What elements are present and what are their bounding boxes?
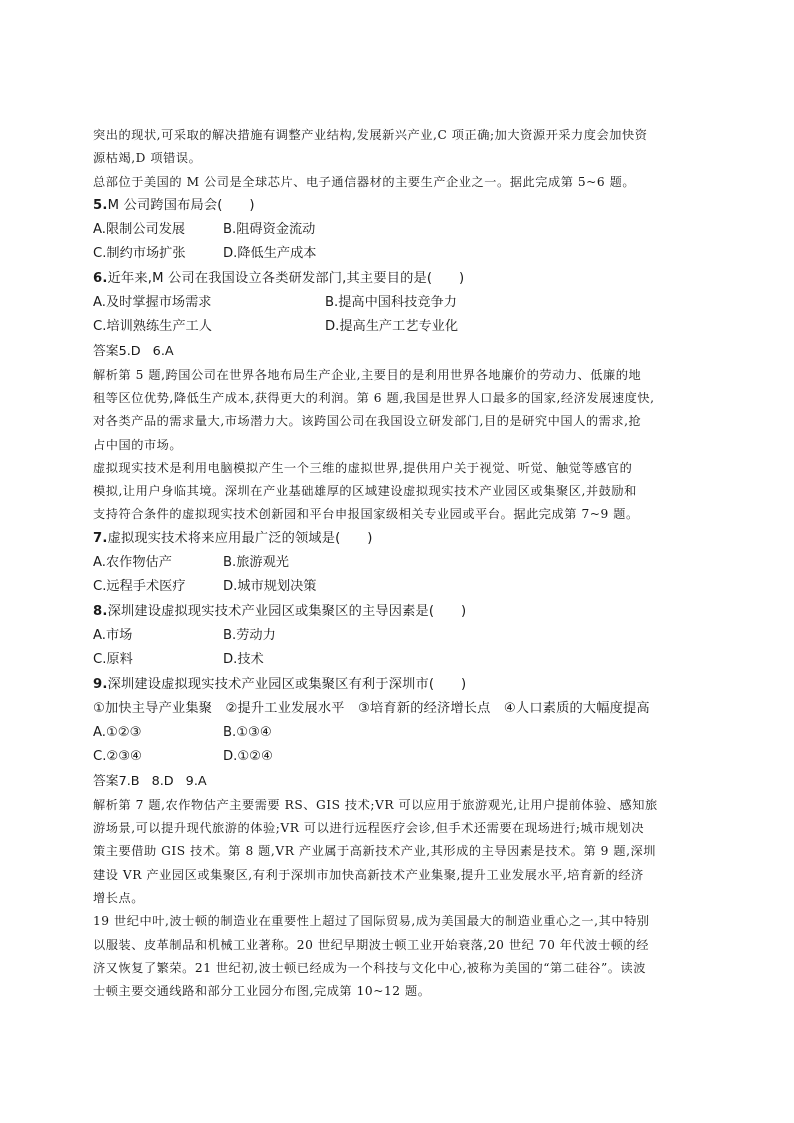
option-a[interactable]: A.及时掌握市场需求	[93, 295, 212, 311]
answer-5-6	[93, 340, 705, 364]
material-line: 19 世纪中叶,波士顿的制造业在重要性上超过了国际贸易,成为美国最大的制造业重心之一,其中特别	[93, 914, 650, 929]
option-d[interactable]: D.技术	[223, 652, 264, 668]
question-stem: 深圳建设虚拟现实技术产业园区或集聚区有利于深圳市( )	[107, 676, 467, 692]
option-b[interactable]: B.提高中国科技竞争力	[325, 295, 457, 311]
option-d[interactable]: D.提高生产工艺专业化	[325, 319, 459, 335]
answer-7-9	[93, 770, 705, 794]
options-row	[93, 624, 705, 648]
question-number: 8.	[93, 603, 108, 619]
options-row	[93, 648, 705, 672]
intro-tail-line: 源枯竭,D 项错误。	[93, 151, 202, 166]
material-q5-6: 总部位于美国的 M 公司是全球芯片、电子通信器材的主要生产企业之一。据此完成第 5~6 题。	[93, 174, 636, 189]
material-line: 济又恢复了繁荣。21 世纪初,波士顿已经成为一个科技与文化中心,被称为美国的“第二硅谷”。读波	[93, 960, 646, 975]
material-line: 支持符合条件的虚拟现实技术创新园和平台申报国家级相关专业园或平台。据此完成第 7~9 题。	[93, 507, 639, 522]
option-a[interactable]: A.市场	[93, 627, 133, 643]
analysis-line: 增长点。	[93, 890, 144, 905]
analysis-line: 解析第 7 题,农作物估产主要需要 RS、GIS 技术;VR 可以应用于旅游观光,让用户提前体验、感知旅	[93, 797, 658, 812]
answer-8: 8.D	[151, 773, 174, 789]
material-line: 以服装、皮革制品和机械工业著称。20 世纪早期波士顿工业开始衰落,20 世纪 70 年代波士顿的经	[93, 937, 649, 952]
question-8	[93, 600, 705, 624]
question-5	[93, 194, 705, 218]
analysis-line: 对各类产品的需求量大,市场潜力大。该跨国公司在我国设立研发部门,目的是研究中国人的需求,抢	[93, 414, 642, 429]
question-number: 6.	[93, 270, 108, 286]
material-line: 虚拟现实技术是利用电脑模拟产生一个三维的虚拟世界,提供用户关于视觉、听觉、触觉等感官的	[93, 460, 633, 475]
options-row	[93, 575, 705, 599]
analysis-line: 策主要借助 GIS 技术。第 8 题,VR 产业属于高新技术产业,其形成的主导因素是技术。第 9 题,深圳	[93, 844, 657, 859]
question-6	[93, 267, 705, 291]
question-stem: 深圳建设虚拟现实技术产业园区或集聚区的主导因素是( )	[107, 603, 467, 619]
options-row	[93, 242, 705, 266]
material-line: 士顿主要交通线路和部分工业园分布图,完成第 10~12 题。	[93, 984, 431, 999]
question-9	[93, 673, 705, 697]
option-c[interactable]: C.原料	[93, 652, 133, 668]
answer-6: 6.A	[152, 343, 174, 359]
options-row	[93, 745, 705, 769]
option-b[interactable]: B.阻碍资金流动	[223, 222, 316, 238]
answer-label: 答案	[93, 343, 119, 359]
analysis-line: 建设 VR 产业园区或集聚区,有利于深圳市加快高新技术产业集聚,提升工业发展水平,培育新的经济	[93, 867, 644, 882]
material-line: 模拟,让用户身临其境。深圳在产业基础雄厚的区域建设虚拟现实技术产业园区或集聚区,并鼓励和	[93, 484, 637, 499]
intro-tail-line: 突出的现状,可采取的解决措施有调整产业结构,发展新兴产业,C 项正确;加大资源开采力度会加快资	[93, 128, 648, 142]
answer-9: 9.A	[185, 773, 207, 789]
option-a[interactable]: A.农作物估产	[93, 555, 172, 571]
analysis-line: 游场景,可以提升现代旅游的体验;VR 可以进行远程医疗会诊,但手术还需要在现场进行;城市规划决	[93, 821, 645, 836]
analysis-line: 占中国的市场。	[93, 437, 183, 452]
options-row	[93, 291, 705, 315]
option-b[interactable]: B.旅游观光	[223, 555, 289, 571]
option-d[interactable]: D.①②④	[223, 749, 273, 765]
question-stem: 近年来,M 公司在我国设立各类研发部门,其主要目的是( )	[107, 270, 465, 286]
options-row	[93, 218, 705, 242]
option-c[interactable]: C.制约市场扩张	[93, 246, 186, 262]
question-7	[93, 527, 705, 551]
question-stem: M 公司跨国布局会( )	[107, 197, 255, 213]
option-c[interactable]: C.远程手术医疗	[93, 579, 186, 595]
option-d[interactable]: D.城市规划决策	[223, 579, 317, 595]
option-a[interactable]: A.限制公司发展	[93, 222, 186, 238]
analysis-line: 解析第 5 题,跨国公司在世界各地布局生产企业,主要目的是利用世界各地廉价的劳动力、低廉的地	[93, 367, 642, 382]
document-page	[93, 124, 705, 1003]
answer-5: 5.D	[118, 343, 141, 359]
answer-label: 答案	[93, 773, 119, 789]
option-c[interactable]: C.②③④	[93, 749, 142, 765]
question-number: 5.	[93, 197, 108, 213]
option-d[interactable]: D.降低生产成本	[223, 246, 317, 262]
option-a[interactable]: A.①②③	[93, 725, 142, 741]
options-row	[93, 551, 705, 575]
option-b[interactable]: B.①③④	[223, 725, 272, 741]
answer-7: 7.B	[118, 773, 140, 789]
question-9-items: ①加快主导产业集聚 ②提升工业发展水平 ③培育新的经济增长点 ④人口素质的大幅度提高	[93, 700, 650, 716]
option-b[interactable]: B.劳动力	[223, 627, 276, 643]
question-stem: 虚拟现实技术将来应用最广泛的领域是( )	[107, 530, 373, 546]
question-number: 9.	[93, 676, 108, 692]
question-number: 7.	[93, 530, 108, 546]
option-c[interactable]: C.培训熟练生产工人	[93, 319, 212, 335]
analysis-line: 租等区位优势,降低生产成本,获得更大的利润。第 6 题,我国是世界人口最多的国家,经济发展速度快,	[93, 390, 655, 405]
options-row	[93, 721, 705, 745]
options-row	[93, 315, 705, 339]
